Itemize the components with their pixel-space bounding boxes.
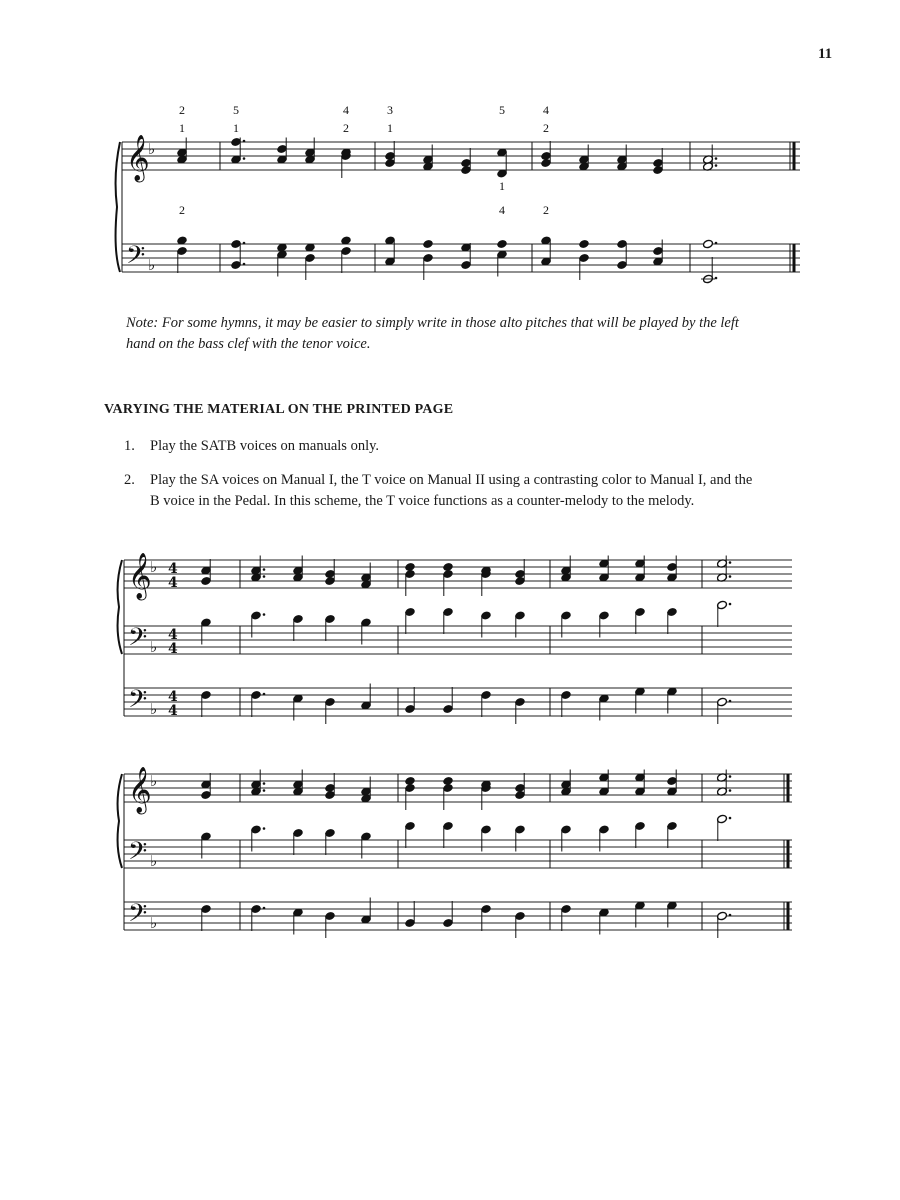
dot: [263, 907, 266, 910]
note-head: [405, 776, 416, 786]
score-svg-1: [110, 98, 810, 308]
dot: [243, 263, 246, 266]
fingering-number: 5: [499, 103, 505, 117]
dot: [243, 157, 246, 160]
dot: [263, 782, 266, 785]
section-heading: VARYING THE MATERIAL ON THE PRINTED PAGE: [104, 402, 454, 417]
bass-clef-icon: 𝄢: [128, 623, 148, 658]
fingering-number: 1: [233, 121, 239, 135]
fingering-number: 1: [499, 179, 505, 193]
dot: [263, 789, 266, 792]
fingering-number: 4: [343, 103, 349, 117]
treble-clef-icon: 𝄞: [128, 553, 152, 599]
key-flat-icon: ♭: [150, 852, 158, 870]
dot: [263, 827, 266, 830]
fingering-number: 2: [179, 203, 185, 217]
key-flat-icon: ♭: [150, 558, 158, 576]
dot: [729, 914, 732, 917]
note-head: [497, 239, 508, 249]
music-example-organ-system-1: [110, 548, 810, 738]
music-example-fingering: [110, 98, 810, 308]
key-flat-icon: ♭: [148, 140, 156, 158]
dot: [729, 700, 732, 703]
dot: [729, 775, 732, 778]
music-example-organ-system-2: [110, 762, 810, 954]
step-number: 1.: [124, 438, 135, 454]
note-head: [423, 239, 434, 249]
dot: [243, 140, 246, 143]
time-signature-top: 4: [168, 689, 178, 705]
dot: [729, 575, 732, 578]
note-head: [405, 562, 416, 572]
fingering-number: 2: [343, 121, 349, 135]
brace-icon: [118, 560, 122, 654]
dot: [263, 568, 266, 571]
fingering-number: 2: [543, 121, 549, 135]
key-flat-icon: ♭: [150, 700, 158, 718]
time-signature-bottom: 4: [168, 575, 178, 591]
step-text: Play the SA voices on Manual I, the T voice on Manual II using a contrasting color to Manual I, and the B voice in the Pedal. In this scheme, the T voice functions as a counter-melody to the melody.: [150, 472, 753, 509]
dot: [715, 157, 718, 160]
bass-clef-icon: 𝄢: [128, 837, 148, 872]
bass-clef-icon: 𝄢: [128, 899, 148, 934]
fingering-number: 1: [387, 121, 393, 135]
key-flat-icon: ♭: [150, 914, 158, 932]
time-signature-top: 4: [168, 561, 178, 577]
dot: [263, 575, 266, 578]
note-paragraph: Note: For some hymns, it may be easier to simply write in those alto pitches that will be played by the left hand on the bass clef with the tenor voice.: [126, 315, 739, 352]
key-flat-icon: ♭: [150, 638, 158, 656]
page-number: 11: [818, 46, 833, 62]
treble-clef-icon: 𝄞: [126, 135, 150, 181]
step-item-1: [124, 436, 764, 457]
treble-clef-icon: 𝄞: [128, 767, 152, 813]
key-flat-icon: ♭: [150, 772, 158, 790]
time-signature-top: 4: [168, 627, 178, 643]
step-item-2: [124, 470, 764, 512]
fingering-number: 1: [179, 121, 185, 135]
dot: [263, 613, 266, 616]
dot: [715, 164, 718, 167]
note-head: [579, 239, 590, 249]
dot: [729, 603, 732, 606]
time-signature-bottom: 4: [168, 641, 178, 657]
key-flat-icon: ♭: [148, 256, 156, 274]
half-note-head: [703, 239, 714, 249]
step-number: 2.: [124, 472, 135, 488]
steps-list: [124, 436, 764, 525]
dot: [729, 817, 732, 820]
fingering-number: 5: [233, 103, 239, 117]
time-signature-bottom: 4: [168, 703, 178, 719]
step-text: Play the SATB voices on manuals only.: [150, 438, 380, 454]
brace-icon: [116, 142, 120, 272]
fingering-number: 4: [543, 103, 549, 117]
brace-icon: [118, 774, 122, 868]
dot: [729, 789, 732, 792]
bass-clef-icon: 𝄢: [126, 241, 146, 276]
fingering-number: 3: [387, 103, 393, 117]
fingering-number: 2: [543, 203, 549, 217]
score-svg-2: [110, 548, 810, 738]
note-head: [443, 776, 454, 786]
fingering-number: 4: [499, 203, 505, 217]
dot: [715, 242, 718, 245]
dot: [729, 561, 732, 564]
fingering-number: 2: [179, 103, 185, 117]
dot: [243, 242, 246, 245]
dot: [263, 693, 266, 696]
bass-clef-icon: 𝄢: [128, 685, 148, 720]
dot: [715, 277, 718, 280]
score-svg-3: [110, 762, 810, 954]
note-head: [443, 562, 454, 572]
